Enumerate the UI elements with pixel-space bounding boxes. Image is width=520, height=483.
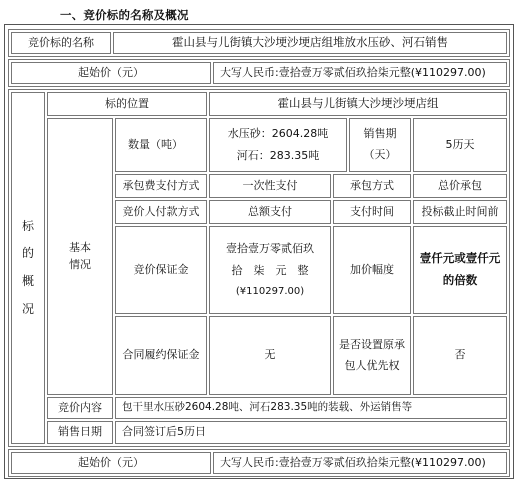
priority-label bbox=[333, 316, 411, 395]
name-label: 竞价标的名称 bbox=[11, 32, 111, 54]
quantity-sand: 水压砂：2604.28吨 bbox=[227, 127, 329, 140]
sale-period-label: 销售期（天） bbox=[349, 118, 411, 172]
priority-line-2: 包人优先权 bbox=[344, 358, 400, 372]
basic-info-label bbox=[47, 118, 113, 395]
performance-bond-label: 合同履约保证金 bbox=[115, 316, 207, 395]
priority-line-1: 是否设置原承 bbox=[339, 337, 405, 351]
section-heading: 一、竞价标的名称及概况 bbox=[60, 8, 189, 22]
payment-time-value: 投标截止时间前 bbox=[413, 200, 507, 224]
location-value: 霍山县与儿街镇大沙埂沙埂店组 bbox=[209, 92, 507, 116]
overview-char-1: 标 bbox=[21, 218, 34, 233]
overview-vertical-label bbox=[11, 92, 45, 444]
priority-value: 否 bbox=[413, 316, 507, 395]
start-price-value: 大写人民币:壹拾壹万零贰佰玖拾柒元整(¥110297.00) bbox=[213, 62, 507, 84]
contract-mode-value: 总价承包 bbox=[413, 174, 507, 198]
content-value: 包干里水压砂2604.28吨、河石283.35吨的装载、外运销售等 bbox=[115, 397, 507, 419]
deposit-line-3: (¥110297.00) bbox=[235, 286, 305, 297]
deposit-label: 竞价保证金 bbox=[115, 226, 207, 314]
start-price-bottom-value: 大写人民币:壹拾壹万零贰佰玖拾柒元整(¥110297.00) bbox=[213, 452, 507, 474]
deposit-line-2: 拾 柒 元 整 bbox=[231, 264, 309, 277]
increment-label: 加价幅度 bbox=[333, 226, 411, 314]
bid-info-table bbox=[4, 24, 514, 479]
increment-line-1: 壹仟元或壹仟元 bbox=[419, 251, 501, 266]
quantity-value bbox=[209, 118, 347, 172]
sale-date-label: 销售日期 bbox=[47, 421, 113, 444]
basic-info-line-2: 情况 bbox=[69, 257, 91, 271]
basic-info-line-1: 基本 bbox=[69, 241, 91, 254]
deposit-line-1: 壹拾壹万零贰佰玖 bbox=[226, 242, 314, 255]
sale-period-value: 5历天 bbox=[413, 118, 507, 172]
payment-time-label: 支付时间 bbox=[333, 200, 411, 224]
payment-method-value: 一次性支付 bbox=[209, 174, 331, 198]
contract-mode-label: 承包方式 bbox=[333, 174, 411, 198]
sale-date-value: 合同签订后5历日 bbox=[115, 421, 507, 444]
overview-char-4: 况 bbox=[21, 301, 34, 316]
performance-bond-value: 无 bbox=[209, 316, 331, 395]
payment-method-label: 承包费支付方式 bbox=[115, 174, 207, 198]
start-price-bottom-label: 起始价（元） bbox=[11, 452, 211, 474]
location-label: 标的位置 bbox=[47, 92, 207, 116]
quantity-label: 数量（吨） bbox=[115, 118, 207, 172]
overview-char-3: 概 bbox=[21, 274, 34, 288]
increment-line-2: 的倍数 bbox=[442, 273, 478, 287]
deposit-value bbox=[209, 226, 331, 314]
content-label: 竞价内容 bbox=[47, 397, 113, 419]
quantity-stone: 河石：283.35吨 bbox=[236, 149, 320, 162]
overview-char-2: 的 bbox=[21, 246, 34, 261]
bidder-payment-label: 竞价人付款方式 bbox=[115, 200, 207, 224]
name-value: 霍山县与儿街镇大沙埂沙埂店组堆放水压砂、河石销售 bbox=[113, 32, 507, 54]
increment-value bbox=[413, 226, 507, 314]
bidder-payment-value: 总额支付 bbox=[209, 200, 331, 224]
start-price-label: 起始价（元） bbox=[11, 62, 211, 84]
